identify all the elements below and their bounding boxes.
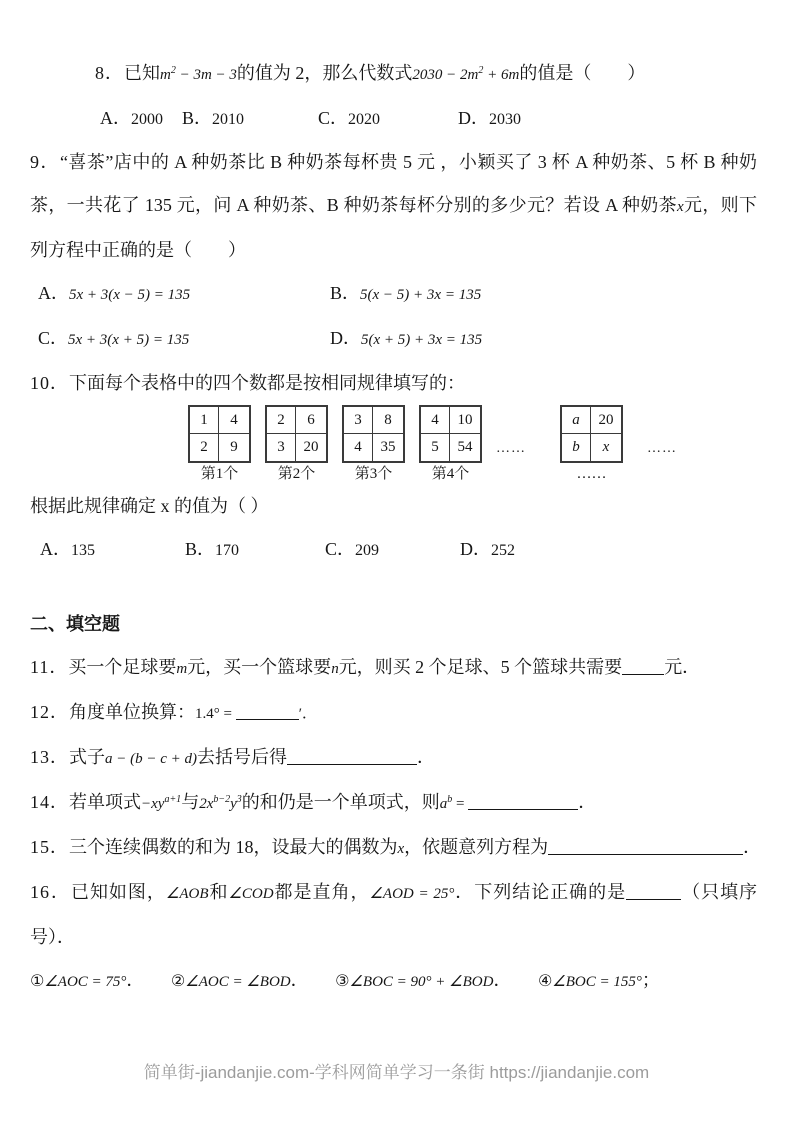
pattern-table-2: [265, 405, 328, 484]
degree-formula: 1.4° =: [195, 706, 236, 722]
table-cell: 4: [219, 407, 249, 434]
variable-x: x: [397, 841, 405, 857]
section-title-fill-in-blanks: 二、填空题: [30, 614, 120, 634]
question-9-options: [38, 272, 757, 362]
option-c: C．209: [325, 539, 380, 559]
table-cell: 2: [190, 434, 219, 461]
option-b: B．170: [185, 539, 240, 559]
table-cell: 3: [267, 434, 296, 461]
table-cell: a: [562, 407, 591, 434]
pattern-table-3: [342, 405, 405, 484]
table-cell: 35: [380, 439, 396, 455]
table-label: ……: [576, 466, 607, 482]
table-label: 第3个: [354, 466, 393, 482]
table-label: 第1个: [200, 466, 239, 482]
question-9-options-row-1: [38, 272, 757, 317]
table-label: 第4个: [431, 466, 470, 482]
variable-n: n: [331, 661, 339, 677]
table-cell: 20: [591, 407, 621, 434]
question-16: 16．已知如图，∠AOB和∠COD都是直角，∠AOD = 25°．下列结论正确的是 （只填序号）．: [30, 882, 758, 947]
question-9-options-row-2: [38, 317, 757, 362]
question-8-formula-2: $2030 - 2m^2 + 6m$: [412, 65, 520, 83]
angle-aob: ∠AOB: [165, 886, 209, 902]
statement-1: ①∠AOC = 75°．: [30, 970, 145, 990]
table-cell: 6: [296, 407, 326, 434]
table-cell: 4: [421, 407, 450, 434]
question-10-options: [40, 528, 757, 572]
table-cell: 4: [344, 434, 373, 461]
option-b: B．2010: [182, 108, 245, 128]
table-cell: x: [602, 439, 610, 455]
table-cell: 5: [421, 434, 450, 461]
angle-aod: ∠AOD = 25°: [369, 886, 455, 902]
option-a: A．5x + 3(x − 5) = 135: [38, 283, 191, 303]
answer-blank: [287, 749, 417, 765]
answer-blank: [468, 794, 578, 810]
ellipsis-dots: ……: [496, 441, 526, 456]
option-b: B．5(x − 5) + 3x = 135: [330, 283, 482, 303]
table-cell: 20: [303, 439, 319, 455]
table-cell: 1: [190, 407, 219, 434]
option-d: D．2030: [458, 108, 521, 128]
question-10-text: 下面每个表格中的四个数都是按相同规律填写的：: [69, 373, 465, 393]
monomial-1: $-xy^{a+1}$: [141, 794, 182, 812]
table-cell: 3: [344, 407, 373, 434]
monomial-2: $2x^{b-2}y^3$: [199, 794, 242, 812]
answer-blank: [626, 884, 681, 900]
pattern-table-n: [560, 405, 623, 484]
expression-formula: a − (b − c + d): [105, 751, 198, 767]
question-8-text-pre: 已知: [124, 63, 160, 83]
site-watermark: 简单街-jiandanjie.com-学科网简单学习一条街 https://jiandanjie.com: [143, 1063, 650, 1082]
answer-blank: [548, 839, 743, 855]
table-cell: 10: [450, 407, 480, 434]
option-d: D．252: [460, 539, 515, 559]
table-cell: 9: [230, 439, 238, 455]
table-cell: 8: [373, 407, 403, 434]
question-9-text-2: 元，则下列方程中正确的是（ ）: [30, 195, 758, 260]
answer-blank: [622, 659, 664, 675]
question-11: 11．买一个足球要m元，买一个篮球要n元，则买 2 个足球、5 个篮球共需要 元．: [30, 657, 701, 677]
question-9-text-1: “喜茶”店中的 A 种奶茶比 B 种奶茶每杯贵 5 元 ，小颖买了 3 杯 A 种奶茶、5 杯 B 种奶茶，一共花了 135 元，问 A 种奶茶、B 种奶茶每杯分别的多少元？若设 A 种奶茶: [30, 152, 758, 215]
question-16-statements: [30, 959, 757, 1004]
angle-cod: ∠COD: [228, 886, 274, 902]
option-d: D．5(x + 5) + 3x = 135: [330, 328, 483, 348]
variable-m: m: [176, 661, 188, 677]
question-8: [30, 52, 757, 97]
question-9-number: 9．: [30, 152, 60, 172]
answer-blank: [236, 704, 299, 720]
pattern-table-1: [188, 405, 251, 484]
option-a: A．2000: [100, 108, 163, 128]
question-8-options: [100, 97, 757, 141]
question-8-text-mid: 的值为 2，那么代数式: [236, 63, 413, 83]
question-15: 15．三个连续偶数的和为 18，设最大的偶数为x，依题意列方程为 ．: [30, 837, 762, 857]
option-c: C．2020: [318, 108, 381, 128]
question-8-formula-1: $m^2 - 3m - 3$: [160, 65, 237, 83]
question-8-text-post: 的值是（ ）: [519, 63, 646, 83]
question-9: [30, 141, 757, 272]
power-expression: $a^b$ =: [439, 794, 469, 812]
statement-3: ③∠BOC = 90° + ∠BOD．: [335, 970, 512, 990]
question-14: 14．若单项式$-xy^{a+1}$与$2x^{b-2}y^3$的和仍是一个单项式，则$a^b$ = ．: [30, 792, 597, 812]
table-label: 第2个: [277, 466, 316, 482]
ellipsis-dots: ……: [647, 441, 677, 456]
table-cell: b: [562, 434, 591, 461]
question-10: [30, 362, 757, 405]
pattern-tables: [188, 405, 757, 485]
question-9-variable: x: [676, 199, 684, 215]
question-13: 13．式子a − (b − c + d)去括号后得 ．: [30, 747, 436, 767]
table-cell: 54: [457, 439, 473, 455]
statement-4: ④∠BOC = 155°；: [537, 970, 660, 990]
pattern-table-4: [419, 405, 482, 484]
table-cell: 2: [267, 407, 296, 434]
question-10-prompt: 根据此规律确定 x 的值为（ ）: [30, 496, 269, 516]
question-12: 12．角度单位换算：1.4° = ′．: [30, 702, 318, 722]
question-10-number: 10．: [30, 373, 69, 393]
option-c: C．5x + 3(x + 5) = 135: [38, 328, 190, 348]
option-a: A．135: [40, 539, 95, 559]
statement-2: ②∠AOC = ∠BOD．: [170, 970, 309, 990]
question-8-number: 8．: [95, 63, 124, 83]
